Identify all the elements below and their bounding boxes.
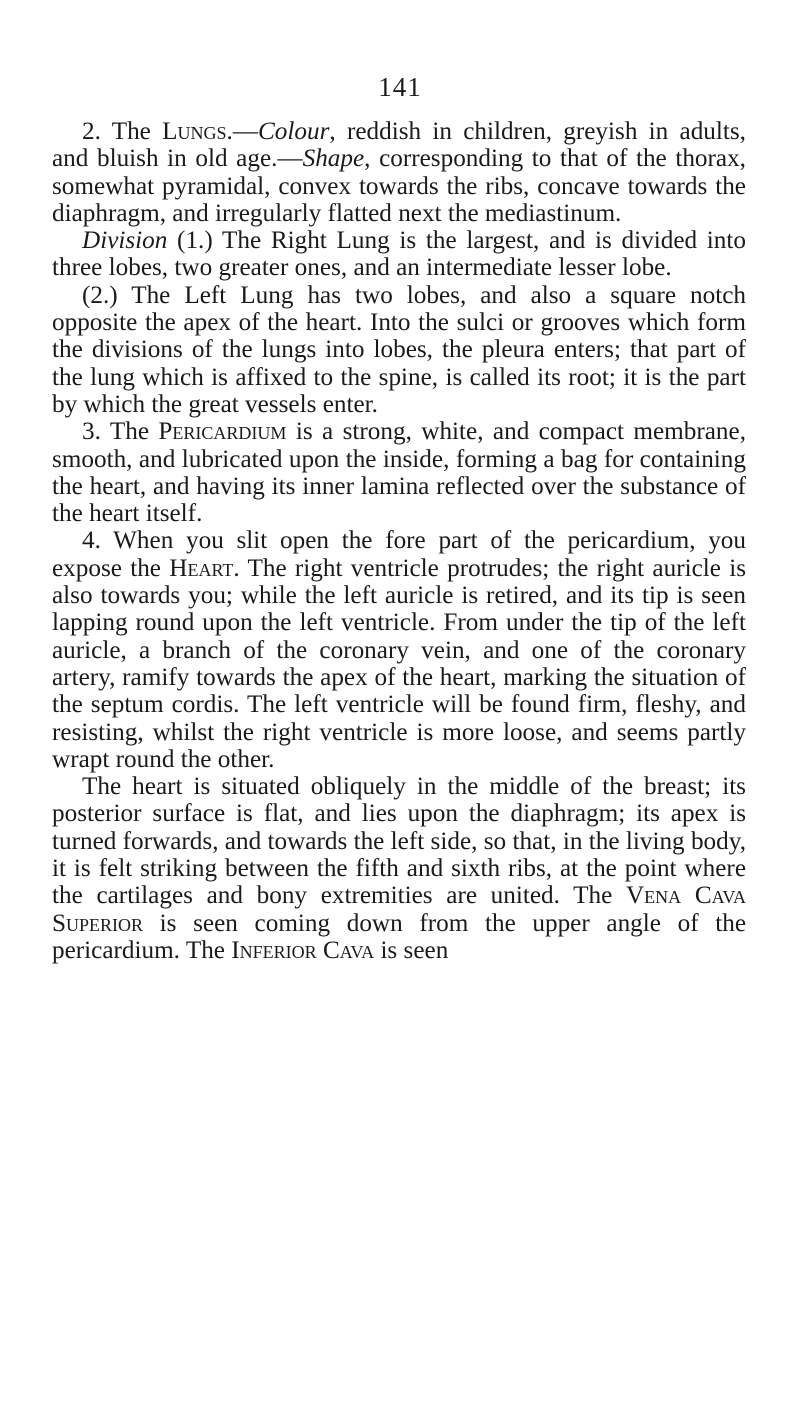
paragraph-left-lung [52, 282, 746, 418]
text-run: is a strong, white, and compact membrane, smooth, and lubricated upon the inside, forming a bag for containing the heart, and having its inner lamina reflected over the substance of the heart itself. [52, 418, 746, 528]
text-run: . The right ventricle protrudes; the right auricle is also towards you; while the left auricle is retired, and its tip is seen lapping round upon the left ventricle. From under the tip of the left auricle, a branch of the coronary vein, and one of the coronary artery, ramify towards the apex of the heart, marking the situation of the septum cordis. The left ventricle will be found firm, fleshy, and resisting, whilst the right ventricle is more loose, and seems partly wrapt round the other. [52, 554, 747, 773]
italic-term: Colour [258, 118, 330, 145]
text-run: .— [226, 118, 258, 145]
paragraph-heart-position [52, 773, 746, 964]
paragraph-division-right-lung [52, 227, 746, 282]
small-caps-term: Heart [169, 554, 234, 582]
paragraph-lungs [52, 118, 746, 227]
page-number: 141 [378, 72, 422, 102]
italic-term: Shape [302, 145, 365, 173]
small-caps-term: Inferior Cava [231, 936, 375, 964]
small-caps-term: Pericardium [158, 418, 287, 446]
text-run: , corresponding to that of the thorax, somewhat pyramidal, convex towards the ribs, concave towards the diaphragm, and irregularly flatted next the mediastinum. [52, 145, 746, 227]
paragraph-heart [52, 527, 746, 773]
body-text [52, 118, 746, 964]
text-run: The heart is situated obliquely in the middle of the breast; its posterior surface is flat, and lies upon the diaphragm; its apex is turned forwards, and towards the left side, so that, in the living body, it is felt striking between the fifth and sixth ribs, at the point where the cartilages and bony extremities are united. The [52, 773, 746, 910]
text-run: 4. When you slit open the fore part of the pericardium, you expose the [52, 527, 746, 582]
text-run: (1.) The Right Lung is the largest, and is divided into three lobes, two greater ones, and an intermediate lesser lobe. [52, 227, 746, 282]
text-run: is seen coming down from the upper angle of the pericardium. The [52, 909, 746, 964]
text-run: 2. The [82, 118, 163, 145]
text-run: (2.) The Left Lung has two lobes, and also a square notch opposite the apex of the heart. Into the sulci or grooves which form the divisions of the lungs into lobes, the pleura enters; that part of the lung which is affixed to the spine, is called its root; it is the part by which the great vessels enter. [52, 281, 746, 418]
small-caps-term: Lungs [162, 118, 227, 145]
text-run: is seen [374, 936, 449, 964]
small-caps-term: Vena Cava Superior [52, 882, 746, 937]
paragraph-pericardium [52, 418, 746, 527]
text-run: 3. The [82, 418, 159, 446]
text-run: , reddish in children, greyish in adults, and bluish in old age.— [52, 118, 746, 173]
italic-term: Division [82, 227, 168, 255]
